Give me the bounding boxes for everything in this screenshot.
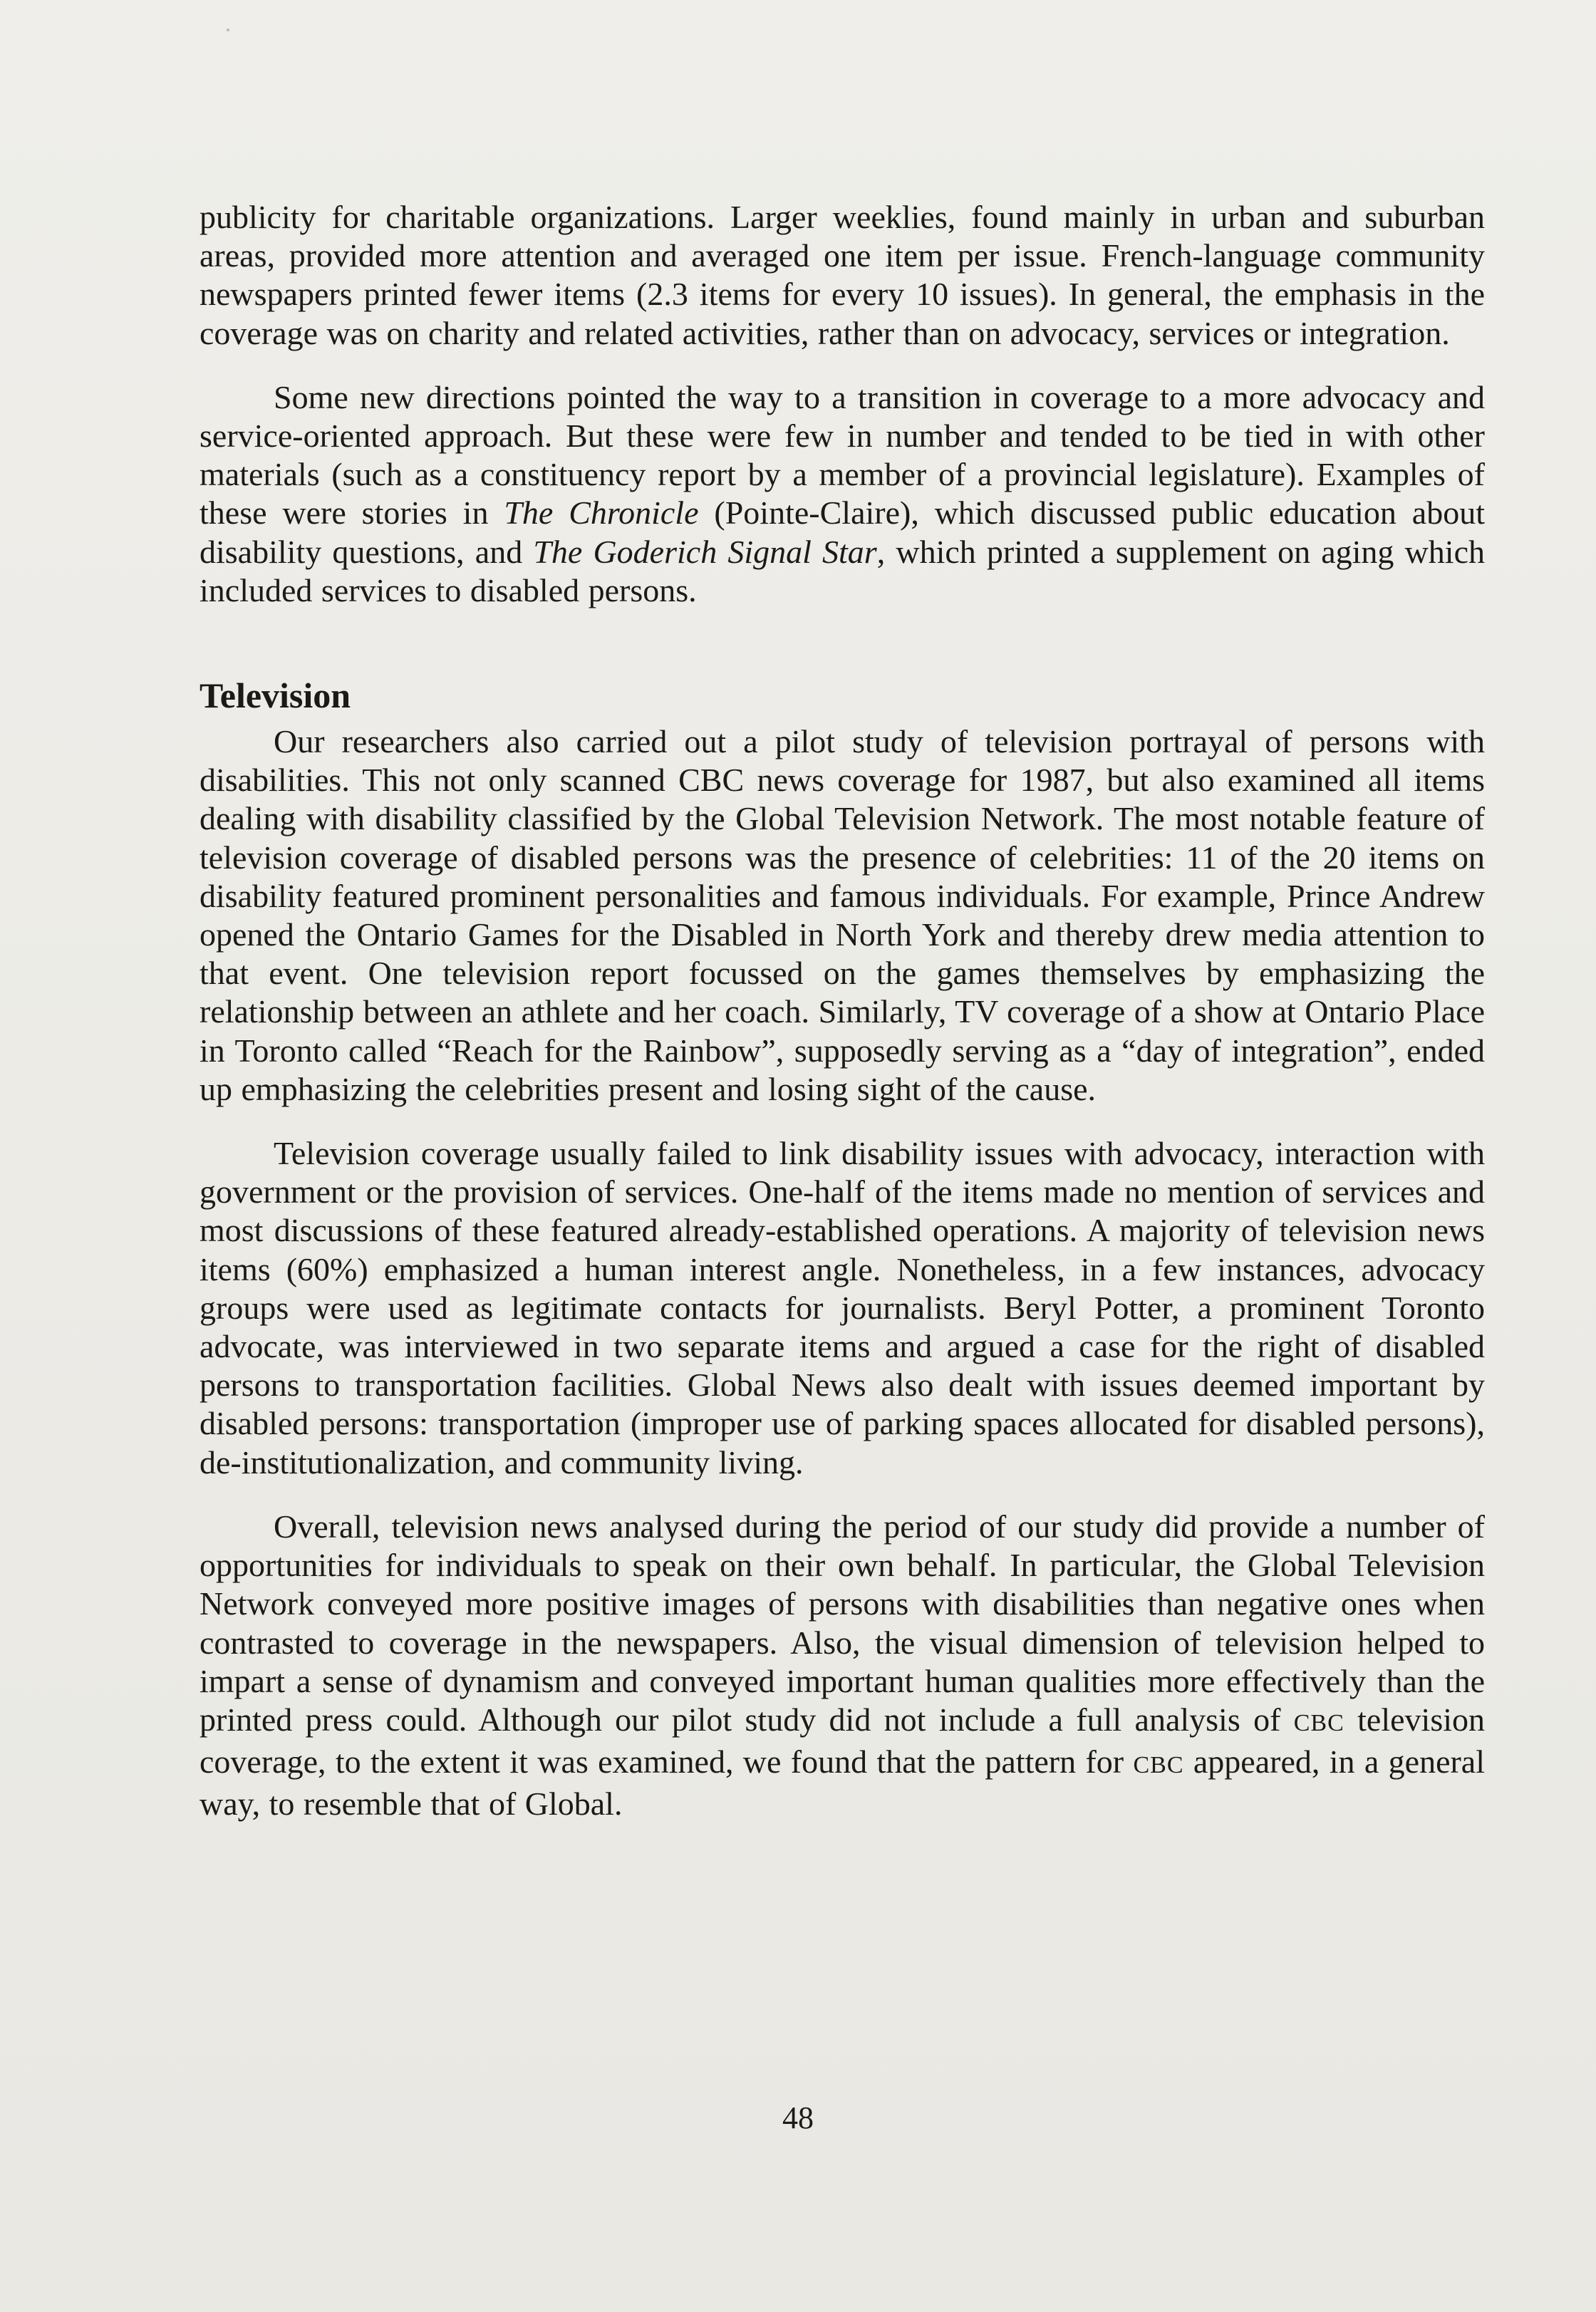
paragraph-2-text-a: Some new directions pointed the way to a transition in coverage to a more advocacy and service-oriented approach. But these were few in number and tended to be tied in with other materials (such as a constituency report by a member of a provincial legislature). Examples of these were stories in <box>200 378 1485 532</box>
section-heading: Television <box>200 675 351 716</box>
text-column <box>200 198 1485 1824</box>
newspaper-title-chronicle: The Chronicle <box>504 494 699 532</box>
paragraph-5-text-c: appeared, in a general way, to resemble that of Global. <box>200 1743 1485 1823</box>
paragraph-3: Our researchers also carried out a pilot study of television portrayal of persons with disabilities. This not only scanned CBC news coverage for 1987, but also examined all items dealing with disability classified by the Global Television Network. The most notable feature of television coverage of disabled persons was the presence of celebrities: 11 of the 20 items on disability featured prominent personalities and famous individuals. For example, Prince Andrew opened the Ontario Games for the Disabled in North York and thereby drew media attention to that event. One television report focussed on the games themselves by emphasizing the relationship between an athlete and her coach. Similarly, TV coverage of a show at Ontario Place in Toronto called “Reach for the Rainbow”, supposedly serving as a “day of integration”, ended up emphasizing the celebrities present and losing sight of the cause. <box>200 723 1485 1107</box>
paragraph-2-text-b: (Pointe-Claire), which discussed public education about disability questions, and <box>200 494 1485 570</box>
page-number: 48 <box>782 2100 814 2135</box>
paragraph-5 <box>200 1508 1485 1824</box>
paragraph-4: Television coverage usually failed to link disability issues with advocacy, interaction with government or the provision of services. One-half of the items made no mention of services and most discussions of these featured already-established operations. A majority of television news items (60%) emphasized a human interest angle. Nonetheless, in a few instances, advocacy groups were used as legitimate contacts for journalists. Beryl Potter, a prominent Toronto advocate, was interviewed in two separate items and argued a case for the right of disabled persons to transportation facilities. Global News also dealt with issues deemed important by disabled persons: transportation (improper use of parking spaces allocated for disabled persons), de-institutionalization, and community living. <box>200 1135 1485 1481</box>
abbreviation-cbc: CBC <box>1133 1752 1184 1779</box>
paragraph-1: publicity for charitable organizations. Larger weeklies, found mainly in urban and suburban areas, provided more attention and averaged one item per issue. French-language community newspapers printed fewer items (2.3 items for every 10 issues). In general, the emphasis in the coverage was on charity and related activities, rather than on advocacy, services or integration. <box>200 199 1485 351</box>
paragraph-5-text-a: Overall, television news analysed during the period of our study did provide a number of opportunities for individuals to speak on their own behalf. In particular, the Global Television Network conveyed more positive images of persons with disabilities than negative ones when contrasted to coverage in the newspapers. Also, the visual dimension of television helped to impart a sense of dynamism and conveyed important human qualities more effectively than the printed press could. Although our pilot study did not include a full analysis of <box>200 1508 1485 1738</box>
paragraph-5-text-b: television coverage, to the extent it was examined, we found that the pattern for <box>200 1701 1486 1780</box>
paragraph-2 <box>200 378 1485 610</box>
newspaper-title-goderich: The Goderich Signal Star <box>533 533 877 570</box>
abbreviation-cbc: CBC <box>1293 1709 1344 1736</box>
paragraph-2-text-c: , which printed a supplement on aging which included services to disabled persons. <box>200 533 1485 608</box>
paper-speck <box>227 28 229 31</box>
